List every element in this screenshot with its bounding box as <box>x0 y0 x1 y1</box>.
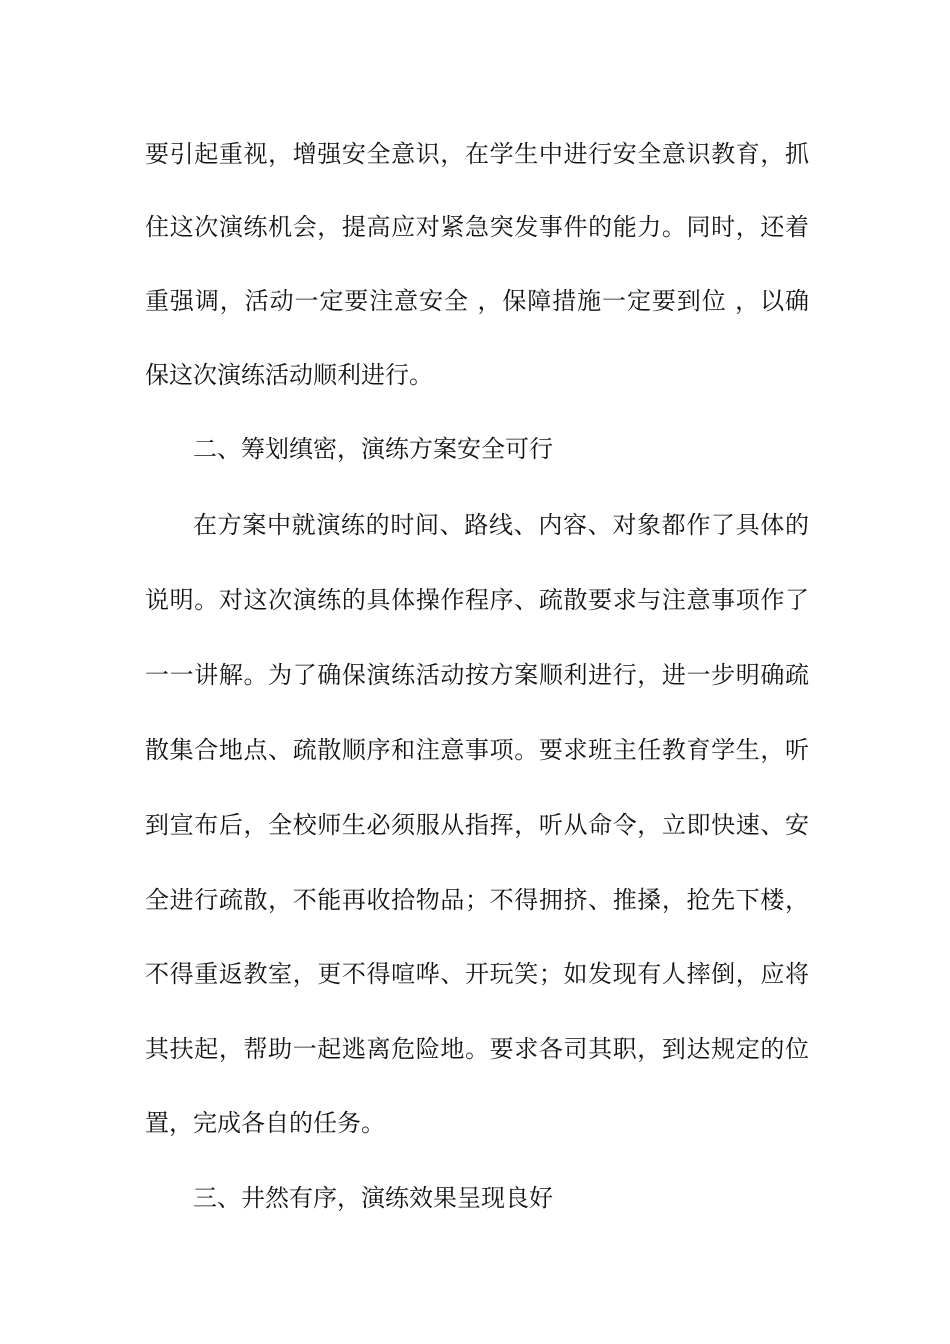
paragraph-line: 全进行疏散，不能再收拾物品；不得拥挤、推搡，抢先下楼， <box>145 886 809 914</box>
paragraph-line: 不得重返教室，更不得喧哗、开玩笑；如发现有人摔倒，应将 <box>145 960 809 988</box>
paragraph-line: 要引起重视，增强安全意识，在学生中进行安全意识教育，抓 <box>145 140 809 168</box>
paragraph-line: 一一讲解。为了确保演练活动按方案顺利进行，进一步明确疏 <box>145 661 809 689</box>
section-heading: 三、井然有序，演练效果呈现良好 <box>193 1184 553 1212</box>
paragraph-line: 说明。对这次演练的具体操作程序、疏散要求与注意事项作了 <box>145 586 809 614</box>
section-heading: 二、筹划缜密，演练方案安全可行 <box>193 435 553 463</box>
paragraph-line: 保这次演练活动顺利进行。 <box>145 361 433 389</box>
paragraph-line: 重强调，活动一定要注意安全 ，保障措施一定要到位 ，以确 <box>145 287 809 315</box>
paragraph-line: 其扶起，帮助一起逃离危险地。要求各司其职，到达规定的位 <box>145 1035 809 1063</box>
paragraph-line: 置，完成各自的任务。 <box>145 1109 385 1137</box>
paragraph-line: 散集合地点、疏散顺序和注意事项。要求班主任教育学生，听 <box>145 736 809 764</box>
paragraph-line: 到宣布后，全校师生必须服从指挥，听从命令，立即快速、安 <box>145 811 809 839</box>
paragraph-line: 在方案中就演练的时间、路线、内容、对象都作了具体的 <box>193 511 809 539</box>
paragraph-line: 住这次演练机会，提高应对紧急突发事件的能力。同时，还着 <box>145 213 809 241</box>
